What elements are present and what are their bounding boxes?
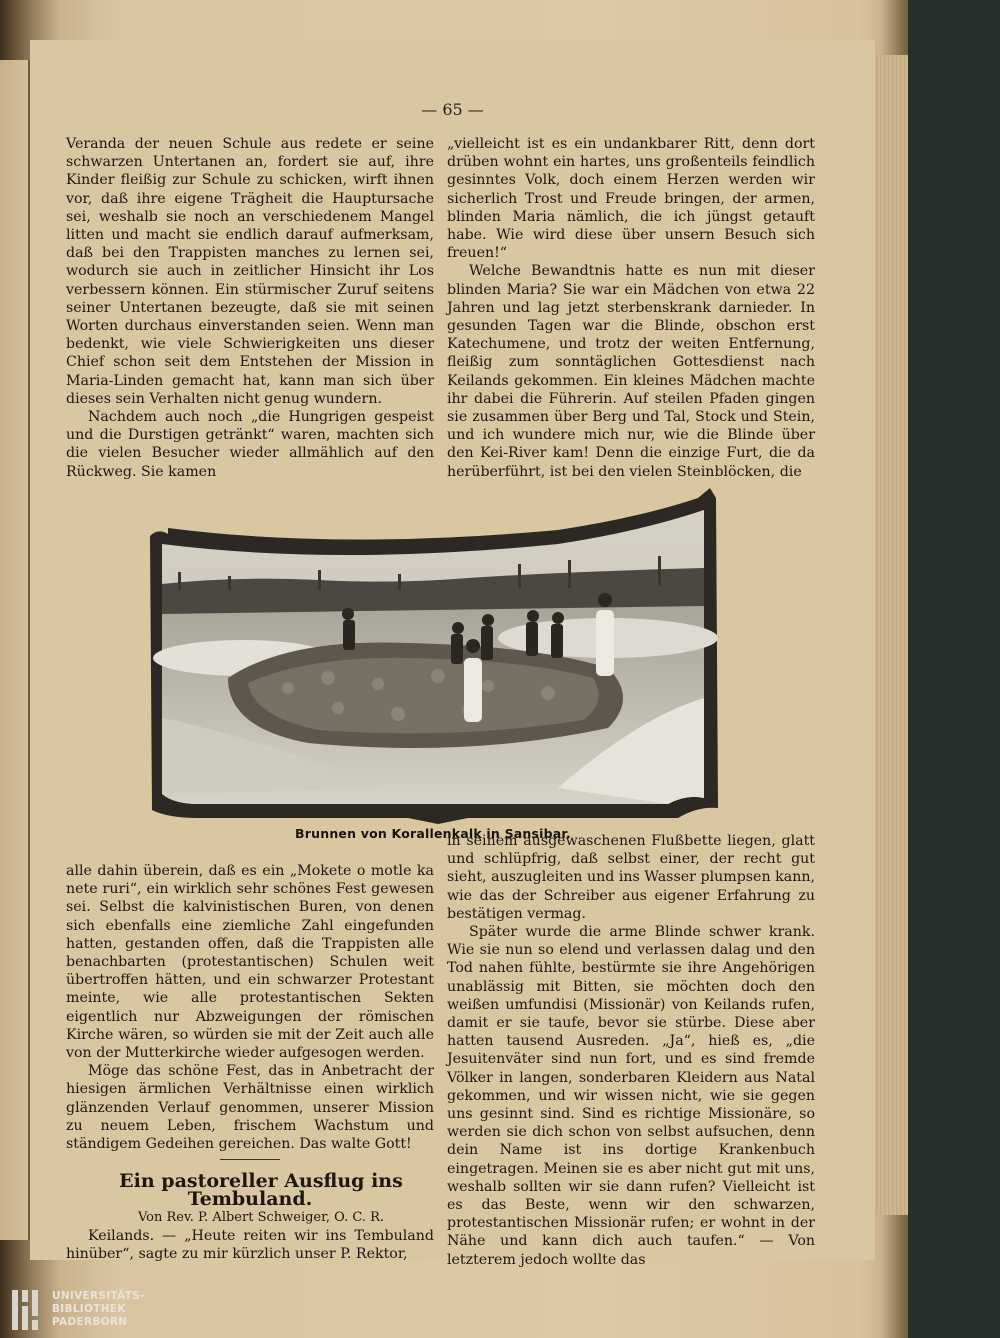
book-spine [908,0,1000,1338]
photograph-coral-wells [138,488,728,860]
library-logo-mark [10,1288,46,1334]
page-number: — 65 — [421,100,484,119]
section-divider [220,1159,280,1160]
library-logo-text [52,1290,145,1329]
paragraph: Nachdem auch noch „die Hungrigen gespeist und die Durstigen getränkt“ waren, machten sich die vielen Besucher wieder allmählich auf den Rückweg. Sie kamen [66,409,434,480]
paragraph: „vielleicht ist es ein undankbarer Ritt, denn dort drüben wohnt ein hartes, uns großenteils feindlich gesinntes Volk, doch einem Herzen werden wir sicherlich Trost und Freude bringen, der armen, blinden Maria nämlich, die ich jüngst getauft habe. Wie wird diese über unsern Besuch sich freuen!“ [447,136,815,262]
page-stack-edge [870,55,908,1215]
logo-line: BIBLIOTHEK [52,1303,126,1315]
journal-page [30,40,875,1268]
left-page-edge [0,60,30,1240]
column-bottom-right [447,832,815,1269]
paragraph: Veranda der neuen Schule aus redete er seine schwarzen Untertanen an, fordert sie auf, ihre Kinder fleißig zur Schule zu schicken, wirft ihnen vor, daß ihre eigene Trägheit die Hauptursache sei, weshalb sie noch an verschiedenem Mangel litten und macht sie endlich darauf aufmerksam, daß bei den Trappisten manches zu lernen sei, wodurch sie auch in zeitlicher Hinsicht ihr Los verbessern können. Ein stürmischer Zuruf seitens seiner Untertanen bezeugte, daß sie mit seinen Worten durchaus einverstanden seien. Wenn man bedenkt, wie viele Schwierigkeiten uns dieser Chief schon seit dem Entstehen der Mission in Maria-Linden gemacht hat, kann man sich über dieses sein Verhalten nicht genug wundern. [66,136,434,407]
paragraph: in seinem ausgewaschenen Flußbette liegen, glatt und schlüpfrig, daß selbst einer, der recht gut sieht, auszugleiten und ins Wasser plumpsen kann, wie das der Schreiber aus eigener Erfahrung zu bestätigen vermag. [447,833,815,922]
paragraph: Später wurde die arme Blinde schwer krank. Wie sie nun so elend und verlassen dalag und den Tod nahen fühlte, bestürmte sie ihre Angehörigen unablässig mit Bitten, sie möchten doch den weißen umfundisi (Missionär) von Keilands rufen, damit er sie taufe, bevor sie stürbe. Diese aber hatten tausend Ausreden. „Ja“, hieß es, „die Jesuitenväter sind nun fort, und es sind fremde Völker in langen, sonderbaren Kleidern aus Natal gekommen, und wir wissen nicht, wie sie gegen uns gesinnt sind. Sind es richtige Missionäre, so werden sie dich schon von selbst aufsuchen, denn dein Name ist ins dortige Krankenbuch eingetragen. Meinen sie es aber nicht gut mit uns, weshalb sollten wir sie dann rufen? Vielleicht ist es das Beste, wenn wir den schwarzen, protestantischen Missionär rufen; er wohnt in der Nähe und kann dich auch taufen.“ — Von letzterem jedoch wollte das [447,924,815,1268]
photo-caption: Brunnen von Korallenkalk in Sansibar. [295,826,571,841]
column-top-right [447,135,815,481]
logo-line: UNIVERSITÄTS- [52,1290,145,1302]
column-top-left [66,135,434,481]
logo-line: PADERBORN [52,1316,128,1328]
library-logo [10,1288,150,1334]
paragraph: Keilands. — „Heute reiten wir ins Tembuland hinüber“, sagte zu mir kürzlich unser P. Rektor, [66,1227,434,1263]
column-bottom-left [66,862,434,1263]
paragraph: Welche Bewandtnis hatte es nun mit dieser blinden Maria? Sie war ein Mädchen von etwa 22 Jahren und lag jetzt sterbenskrank darnieder. In gesunden Tagen war die Blinde, obschon erst Katechumene, und trotz der weiten Entfernung, fleißig zum sonntäglichen Gottesdienst nach Keilands gekommen. Ein kleines Mädchen machte ihr dabei die Führerin. Auf steilen Pfaden gingen sie zusammen über Berg und Tal, Stock und Stein, und ich wundere mich nur, wie die Blinde über den Kei-River kam! Denn die einzige Furt, die da herüberführt, ist bei den vielen Steinblöcken, die [447,263,815,480]
paragraph: alle dahin überein, daß es ein „Mokete o motle ka nete ruri“, ein wirklich sehr schönes Fest gewesen sei. Selbst die kalvinistischen Buren, von denen sich ebenfalls eine ziemliche Zahl eingefunden hatten, gestanden offen, daß die Trappisten alle benachbarten (protestantischen) Schulen weit übertroffen hätten, und ein schwarzer Protestant meinte, wie alle protestantischen Sekten eigentlich nur Abzweigungen der römischen Kirche wären, so würden sie mit der Zeit auch alle von der Mutterkirche wieder aufgesogen werden. [66,863,434,1062]
photo-illustration [138,488,728,828]
paragraph: Möge das schöne Fest, das in Anbetracht der hiesigen ärmlichen Verhältnisse einen wirklich glänzenden Verlauf genommen, unserer Mission zu neuem Leben, frischem Wachstum und ständigem Gedeihen gereichen. Das walte Gott! [66,1063,434,1153]
article-byline: Von Rev. P. Albert Schweiger, O. C. R. [137,1209,385,1225]
article-title: Ein pastoreller Ausflug ins Tembuland. [119,1170,403,1211]
